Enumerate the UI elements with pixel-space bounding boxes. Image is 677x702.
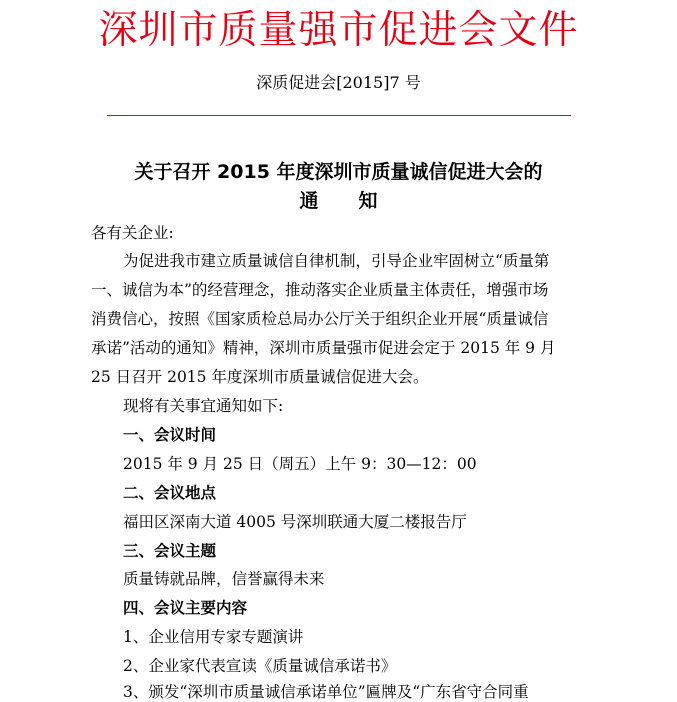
- document-number: 深质促进会[2015]7 号: [256, 73, 421, 92]
- notice-title-line1: 关于召开 2015 年度深圳市质量诚信促进大会的: [134, 161, 543, 183]
- salutation: 各有关企业:: [91, 224, 174, 242]
- section-heading-time: 一、会议时间: [123, 426, 217, 444]
- intro-line: 承诺”活动的通知》精神，深圳市质量强市促进会定于 2015 年 9 月: [91, 339, 556, 357]
- intro-line: 一、诚信为本”的经营理念，推动落实企业质量主体责任，增强市场: [91, 281, 549, 299]
- section-text-time: 2015 年 9 月 25 日（周五）上午 9：30—12：00: [123, 455, 477, 473]
- notice-title-line2: 通知: [299, 190, 418, 212]
- agenda-item: 1、企业信用专家专题演讲: [123, 628, 304, 646]
- section-heading-theme: 三、会议主题: [123, 542, 217, 560]
- section-heading-agenda: 四、会议主要内容: [123, 599, 248, 617]
- red-divider: [107, 115, 571, 116]
- agenda-item: 2、企业家代表宣读《质量诚信承诺书》: [123, 657, 397, 675]
- masthead: 深圳市质量强市促进会文件: [98, 8, 579, 53]
- section-heading-location: 二、会议地点: [123, 484, 217, 502]
- section-text-theme: 质量铸就品牌，信誉赢得未来: [123, 570, 325, 588]
- intro-line: 消费信心，按照《国家质检总局办公厅关于组织企业开展“质量诚信: [91, 310, 549, 328]
- intro-line: 为促进我市建立质量诚信自律机制，引导企业牢固树立“质量第: [123, 252, 550, 270]
- notice-lead: 现将有关事宜通知如下:: [123, 397, 284, 415]
- intro-line: 25 日召开 2015 年度深圳市质量诚信促进大会。: [91, 368, 429, 386]
- section-text-location: 福田区深南大道 4005 号深圳联通大厦二楼报告厅: [123, 513, 467, 531]
- agenda-item: 3、颁发“深圳市质量诚信承诺单位”匾牌及“广东省守合同重: [123, 683, 529, 701]
